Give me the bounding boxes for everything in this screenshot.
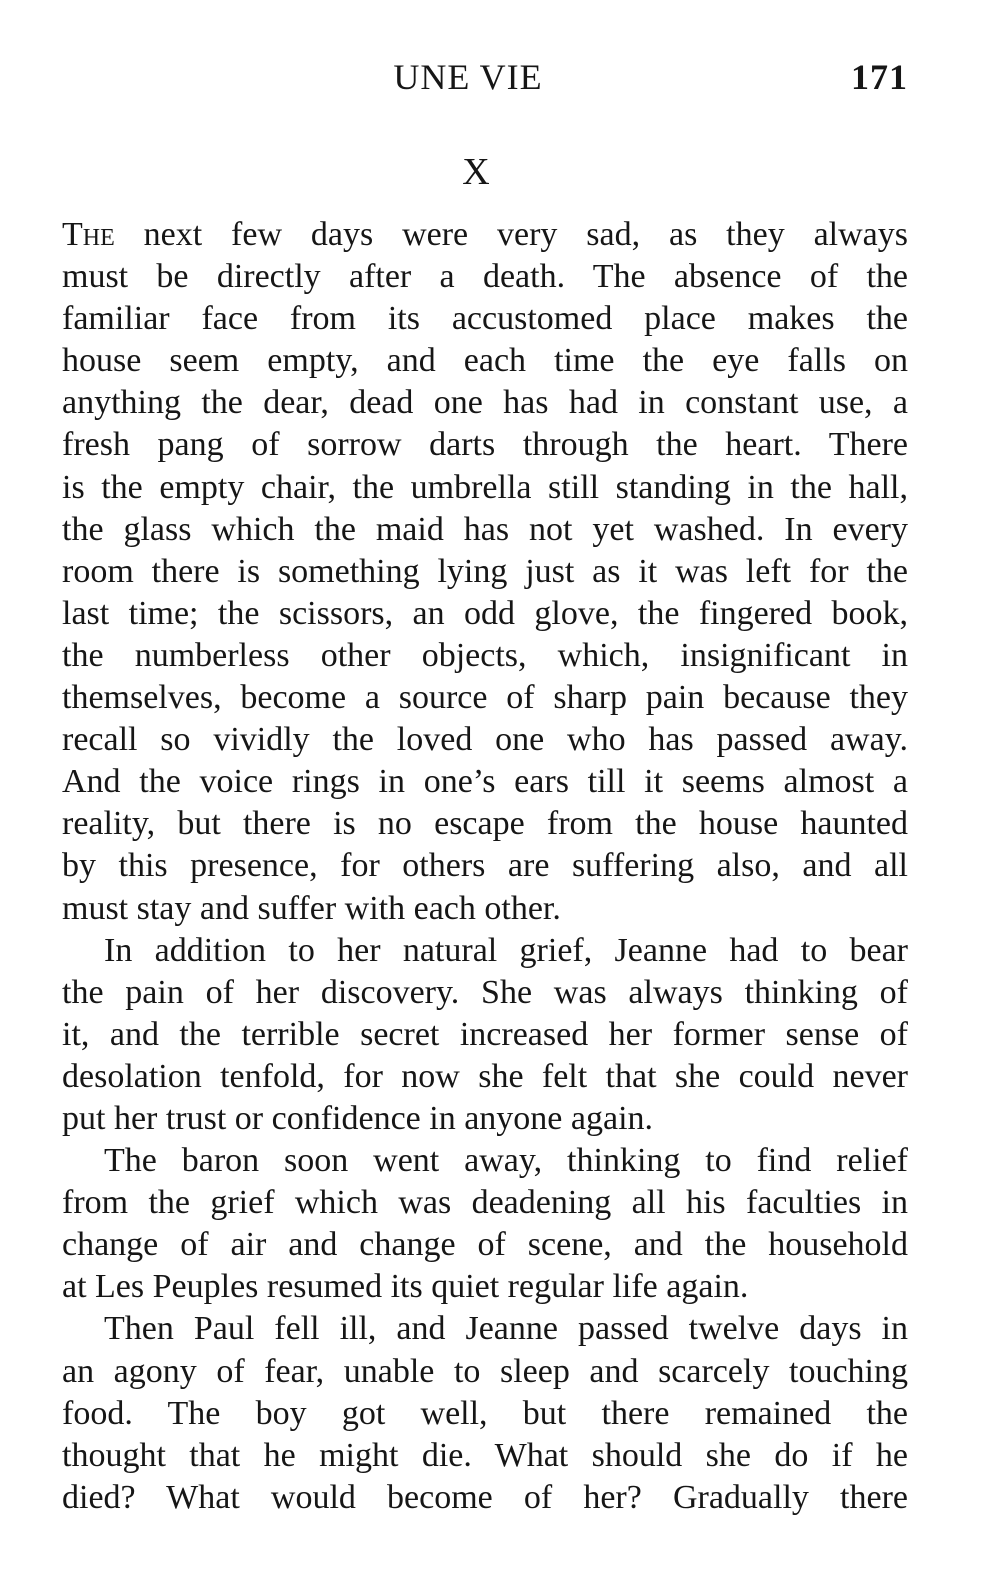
text-line: it, and the terrible secret increased her former sense of [62, 1015, 908, 1053]
text-line: Then Paul fell ill, and Jeanne passed twelve days in [104, 1310, 908, 1348]
text-line: an agony of fear, unable to sleep and scarcely touching [62, 1352, 908, 1390]
paragraph-2 [62, 930, 908, 1140]
running-title: UNE VIE [393, 57, 543, 97]
chapter-number: X [462, 151, 490, 193]
text-line: thought that he might die. What should she do if he [62, 1436, 908, 1474]
text-line: must be directly after a death. The absence of the [62, 258, 908, 296]
text-line: And the voice rings in one’s ears till it seems almost a [62, 763, 908, 801]
text-line: by this presence, for others are suffering also, and all [62, 847, 908, 885]
text-line: put her trust or confidence in anyone again. [62, 1099, 654, 1137]
chapter-body [62, 214, 908, 1519]
text-line: In addition to her natural grief, Jeanne had to bear [104, 931, 908, 969]
page-number: 171 [851, 57, 908, 97]
text-line: familiar face from its accustomed place makes the [62, 300, 908, 338]
text-line: house seem empty, and each time the eye falls on [62, 342, 908, 380]
text-line: last time; the scissors, an odd glove, the fingered book, [62, 594, 908, 632]
text-line: The baron soon went away, thinking to find relief [104, 1142, 908, 1180]
text-line: room there is something lying just as it was left for the [62, 552, 908, 590]
paragraph-1 [62, 214, 908, 930]
text-line: reality, but there is no escape from the house haunted [62, 805, 908, 843]
paragraph-3 [62, 1140, 908, 1308]
paragraph-4 [62, 1308, 908, 1518]
text-line: the numberless other objects, which, insignificant in [62, 636, 908, 674]
text-line: fresh pang of sorrow darts through the heart. There [62, 426, 908, 464]
text-line: recall so vividly the loved one who has passed away. [62, 721, 908, 759]
text-line: must stay and suffer with each other. [62, 889, 561, 927]
text-line: desolation tenfold, for now she felt that she could never [62, 1057, 908, 1095]
text-line: died? What would become of her? Gradually there [62, 1478, 908, 1516]
text-line: food. The boy got well, but there remained the [62, 1394, 908, 1432]
text-line: the pain of her discovery. She was always thinking of [62, 973, 908, 1011]
text-line [62, 214, 908, 256]
text-line: is the empty chair, the umbrella still standing in the hall, [62, 468, 908, 506]
text-line: the glass which the maid has not yet washed. In every [62, 510, 908, 548]
text-line: themselves, become a source of sharp pain because they [62, 679, 908, 717]
text-line-rest: next few days were very sad, as they always [114, 216, 908, 253]
text-line: at Les Peuples resumed its quiet regular life again. [62, 1268, 749, 1306]
text-line: change of air and change of scene, and the household [62, 1226, 908, 1264]
text-line: from the grief which was deadening all his faculties in [62, 1184, 908, 1222]
text-line: anything the dear, dead one has had in constant use, a [62, 384, 908, 422]
opening-word: The [62, 216, 115, 253]
